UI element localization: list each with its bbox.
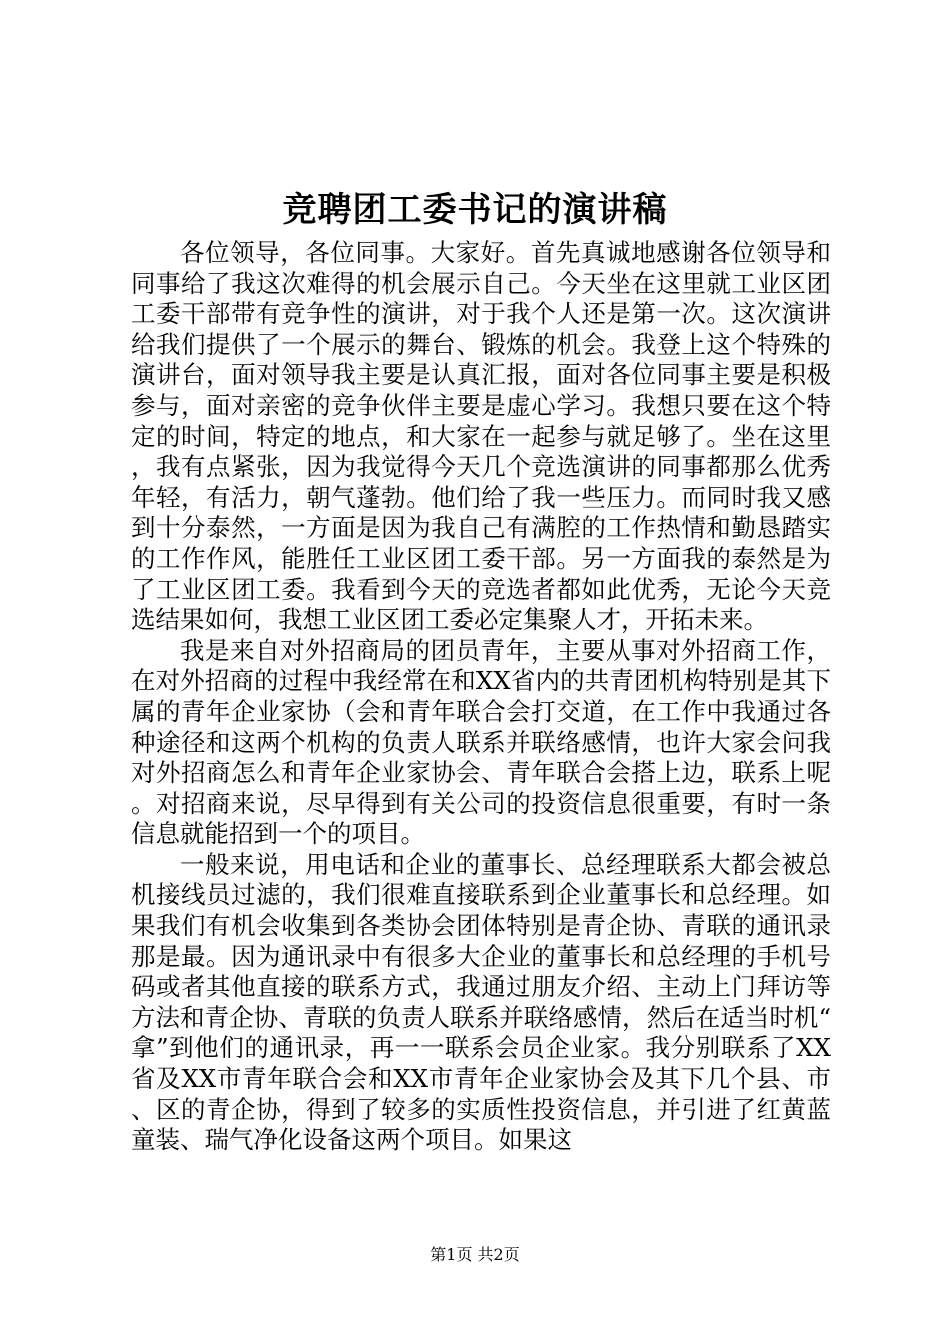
page-number: 第1页 共2页 <box>430 1245 520 1264</box>
paragraph-1: 各位领导，各位同事。大家好。首先真诚地感谢各位领导和同事给了我这次难得的机会展示自己。今天坐在这里就工业区团工委干部带有竞争性的演讲，对于我个人还是第一次。这次演讲给我们提供了一个展示的舞台、锻炼的机会。我登上这个特殊的演讲台，面对领导我主要是认真汇报，面对各位同事主要是积极参与，面对亲密的竞争伙伴主要是虚心学习。我想只要在这个特定的时间，特定的地点，和大家在一起参与就足够了。坐在这里，我有点紧张，因为我觉得今天几个竞选演讲的同事都那么优秀年轻，有活力，朝气蓬勃。他们给了我一些压力。而同时我又感到十分泰然，一方面是因为我自己有满腔的工作热情和勤恳踏实的工作作风，能胜任工业区团工委干部。另一方面我的泰然是为了工业区团工委。我看到今天的竞选者都如此优秀，无论今天竞选结果如何，我想工业区团工委必定集聚人才，开拓未来。 <box>131 238 831 635</box>
paragraph-3: 一般来说，用电话和企业的董事长、总经理联系大都会被总机接线员过滤的，我们很难直接联系到企业董事长和总经理。如果我们有机会收集到各类协会团体特别是青企协、青联的通讯录那是最。因为通讯录中有很多大企业的董事长和总经理的手机号码或者其他直接的联系方式，我通过朋友介绍、主动上门拜访等方法和青企协、青联的负责人联系并联络感情，然后在适当时机“拿”到他们的通讯录，再一一联系会员企业家。我分别联系了XX省及XX市青年联合会和XX市青年企业家协会及其下几个县、市、区的青企协，得到了较多的实质性投资信息，并引进了红黄蓝童装、瑞气净化设备这两个项目。如果这 <box>131 849 831 1155</box>
paragraph-2: 我是来自对外招商局的团员青年，主要从事对外招商工作，在对外招商的过程中我经常在和XX省内的共青团机构特别是其下属的青年企业家协（会和青年联合会打交道，在工作中我通过各种途径和这两个机构的负责人联系并联络感情，也许大家会问我对外招商怎么和青年企业家协会、青年联合会搭上边，联系上呢。对招商来说，尽早得到有关公司的投资信息很重要，有时一条信息就能招到一个的项目。 <box>131 635 831 849</box>
page-title: 竞聘团工委书记的演讲稿 <box>282 190 668 230</box>
document-body <box>131 238 831 1156</box>
